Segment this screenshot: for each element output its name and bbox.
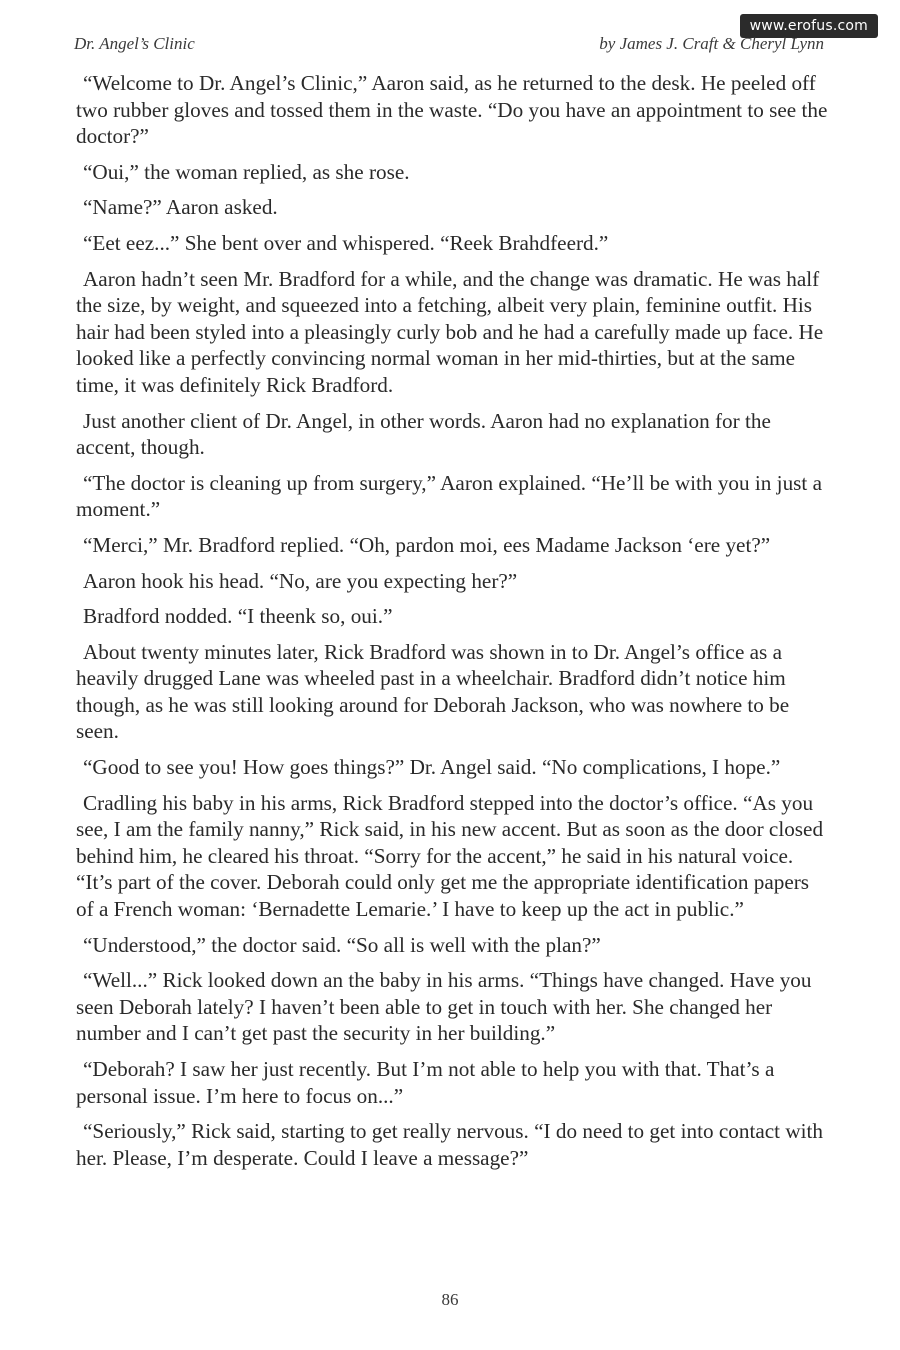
paragraph: Aaron hook his head. “No, are you expecting her?” xyxy=(83,568,518,593)
paragraph: “Merci,” Mr. Bradford replied. “Oh, pardon moi, ees Madame Jackson ‘ere yet?” xyxy=(83,532,771,557)
paragraph: “Deborah? I saw her just recently. But I’m not able to help you with that. That’s a personal issue. I’m here to focus on...” xyxy=(76,1057,775,1108)
paragraph: “The doctor is cleaning up from surgery,” Aaron explained. “He’ll be with you in just a moment.” xyxy=(76,470,822,522)
paragraph: Cradling his baby in his arms, Rick Bradford stepped into the doctor’s office. “As you see, I am the family nanny,” Rick said, in his new accent. But as soon as the door closed behind him, he cleared his throat. “Sorry for the accent,” he said in his natural voice. “It’s part of the cover. Deborah could only get me the appropriate identification papers of a French woman: ‘Bernadette Lemarie.’ I have to keep up the act in public.” xyxy=(76,790,824,922)
author-credit: by James J. Craft & Cheryl Lynn xyxy=(599,34,824,53)
running-head xyxy=(74,34,824,54)
paragraph: “Name?” Aaron asked. xyxy=(83,195,278,220)
paragraph: “Eet eez...” She bent over and whispered. “Reek Brahdfeerd.” xyxy=(83,230,609,255)
paragraph: “Understood,” the doctor said. “So all is well with the plan?” xyxy=(83,932,601,957)
watermark: www.erofus.com xyxy=(740,14,878,38)
paragraph: Aaron hadn’t seen Mr. Bradford for a while, and the change was dramatic. He was half the size, by weight, and squeezed into a fetching, albeit very plain, feminine outfit. His hair had been styled into a pleasingly curly bob and he had a carefully made up face. He looked like a perfectly convincing normal woman in her mid-thirties, but at the same time, it was definitely Rick Bradford. xyxy=(76,266,824,397)
paragraph: “Oui,” the woman replied, as she rose. xyxy=(83,159,410,184)
body-text xyxy=(76,70,828,1180)
paragraph: Bradford nodded. “I theenk so, oui.” xyxy=(83,604,393,629)
paragraph: “Good to see you! How goes things?” Dr. Angel said. “No complications, I hope.” xyxy=(83,755,781,780)
paragraph: About twenty minutes later, Rick Bradford was shown in to Dr. Angel’s office as a heavily drugged Lane was wheeled past in a wheelchair. Bradford didn’t notice him though, as he was still looking around for Deborah Jackson, who was nowhere to be seen. xyxy=(76,639,790,744)
paragraph: “Well...” Rick looked down an the baby in his arms. “Things have changed. Have you seen Deborah lately? I haven’t been able to get in touch with her. She changed her number and I can’t get past the security in her building.” xyxy=(76,968,812,1046)
paragraph: Just another client of Dr. Angel, in other words. Aaron had no explanation for the accent, though. xyxy=(76,408,771,460)
book-title: Dr. Angel’s Clinic xyxy=(74,34,195,53)
page-number: 86 xyxy=(441,1290,459,1309)
paragraph: “Welcome to Dr. Angel’s Clinic,” Aaron said, as he returned to the desk. He peeled off two rubber gloves and tossed them in the waste. “Do you have an appointment to see the doctor?” xyxy=(76,71,828,149)
paragraph: “Seriously,” Rick said, starting to get really nervous. “I do need to get into contact with her. Please, I’m desperate. Could I leave a message?” xyxy=(76,1119,823,1170)
